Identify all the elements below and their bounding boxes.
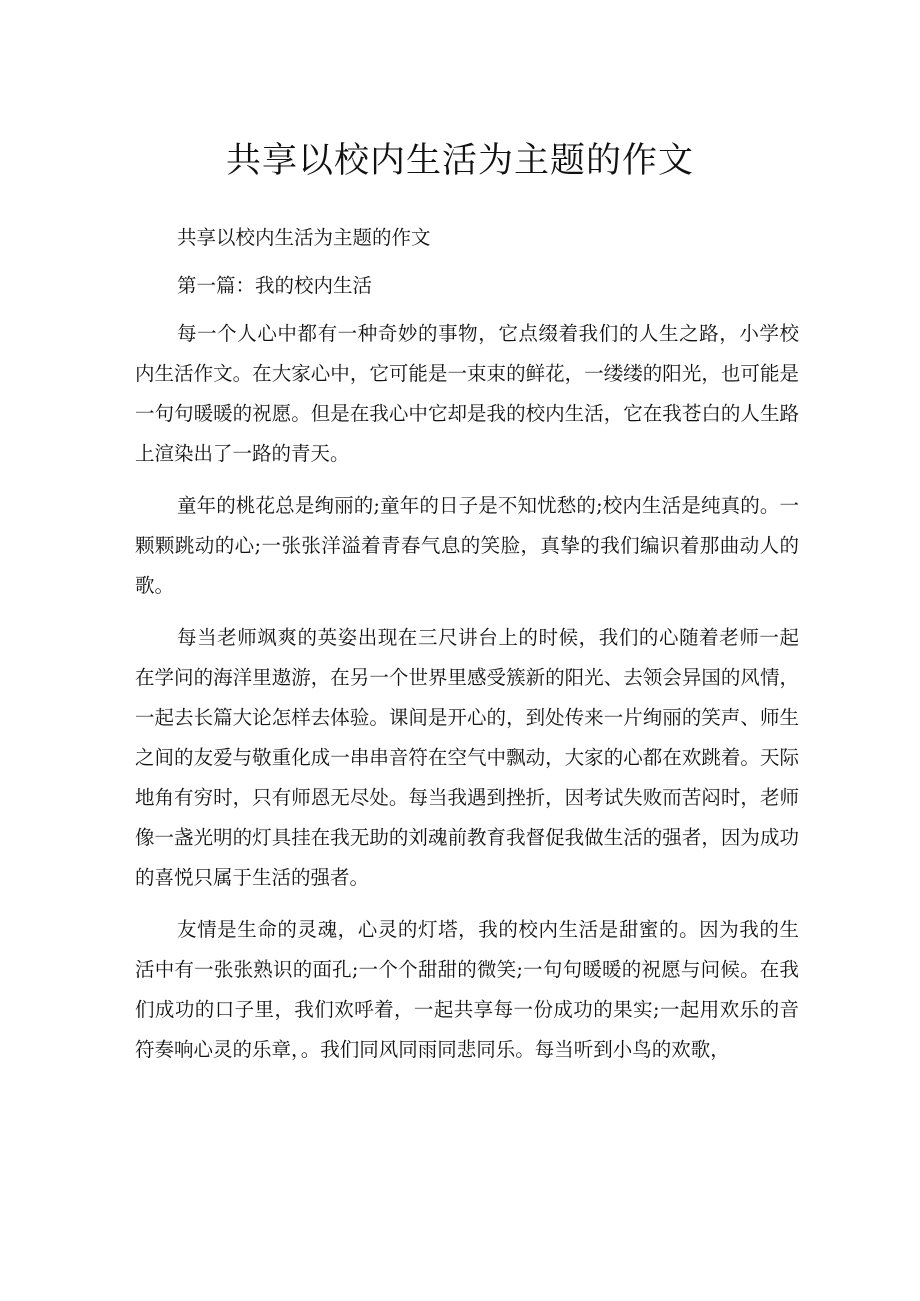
document-title: 共享以校内生活为主题的作文 — [225, 141, 694, 181]
body-paragraph: 友情是生命的灵魂，心灵的灯塔，我的校内生活是甜蜜的。因为我的生活中有一张张熟识的面孔;一个个甜甜的微笑;一句句暖暖的祝愿与问候。在我们成功的口子里，我们欢呼着，一起共享每一份成功的果实;一起用欢乐的音符奏响心灵的乐章，。我们同风同雨同悲同乐。每当听到小鸟的欢歌， — [135, 918, 799, 1061]
body-paragraph: 每一个人心中都有一种奇妙的事物，它点缀着我们的人生之路，小学校内生活作文。在大家心中，它可能是一束束的鲜花，一缕缕的阳光，也可能是一句句暖暖的祝愿。但是在我心中它却是我的校内生活，它在我苍白的人生路上渲染出了一路的青天。 — [135, 322, 799, 465]
document-body — [135, 218, 799, 1082]
body-paragraph: 童年的桃花总是绚丽的;童年的日子是不知忧愁的;校内生活是纯真的。一颗颗跳动的心;一张张洋溢着青春气息的笑脸，真挚的我们编识着那曲动人的歌。 — [135, 494, 799, 597]
section-heading: 第一篇：我的校内生活 — [177, 274, 373, 297]
body-paragraph: 每当老师飒爽的英姿出现在三尺讲台上的时候，我们的心随着老师一起在学问的海洋里遨游，在另一个世界里感受簇新的阳光、去领会异国的风情，一起去长篇大论怎样去体验。课间是开心的，到处传来一片绚丽的笑声、师生之间的友爱与敬重化成一串串音符在空气中飘动，大家的心都在欢跳着。天际地角有穷时，只有师恩无尽处。每当我遇到挫折，因考试失败而苦闷时，老师像一盏光明的灯具挂在我无助的刘魂前教育我督促我做生活的强者，因为成功的喜悦只属于生活的强者。 — [135, 626, 799, 889]
subtitle-paragraph: 共享以校内生活为主题的作文 — [177, 226, 431, 249]
